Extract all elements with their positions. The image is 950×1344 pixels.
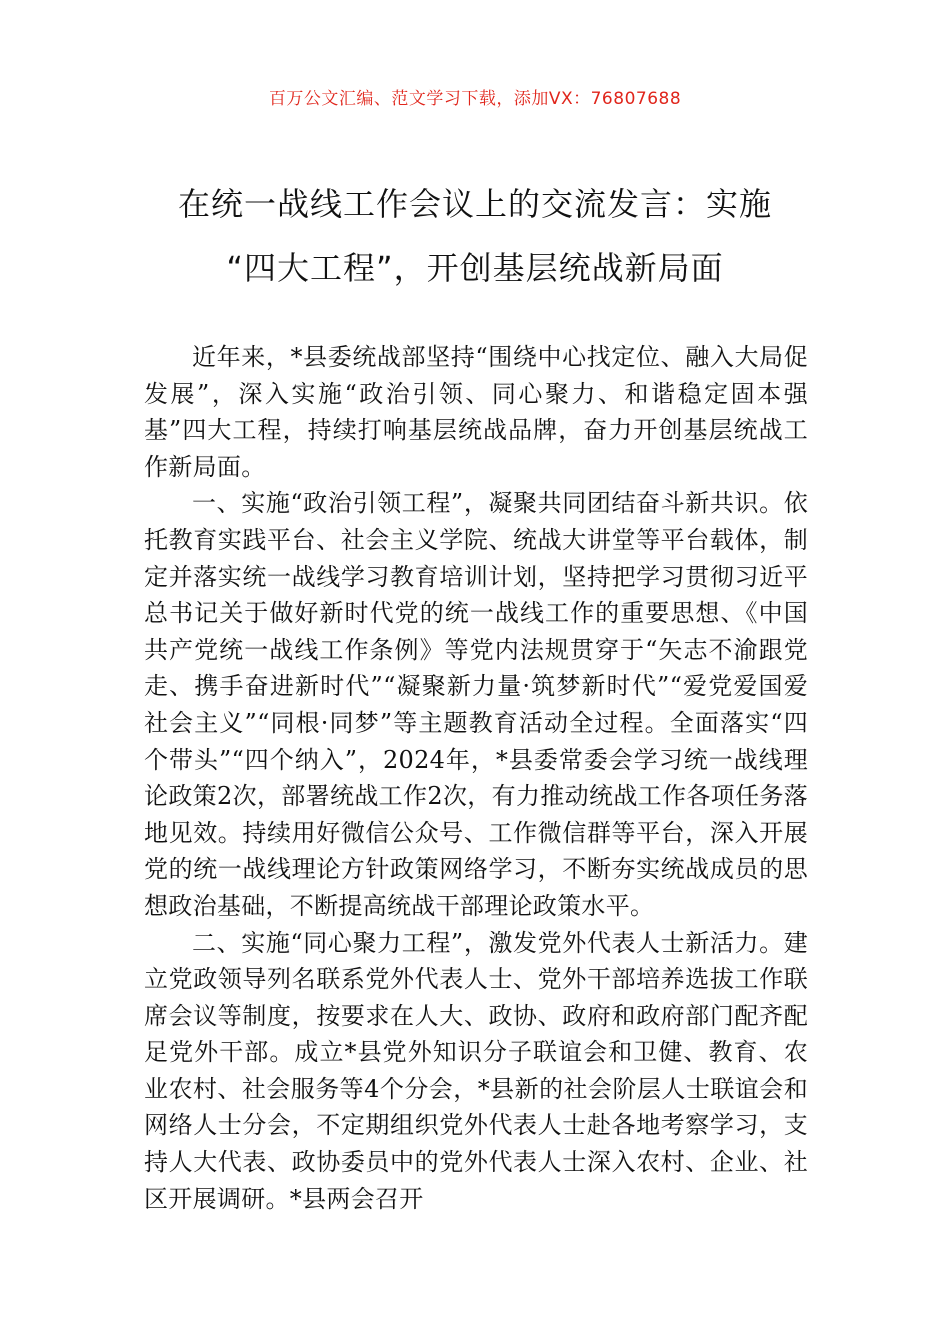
document-title: [135, 172, 815, 300]
title-line-1: 在统一战线工作会议上的交流发言：实施: [177, 185, 772, 223]
paragraph-section-2: 二、实施“同心聚力工程”，激发党外代表人士新活力。建立党政领导列名联系党外代表人士、党外干部培养选拔工作联席会议等制度，按要求在人大、政协、政府和政府部门配齐配足党外干部。成立*县党外知识分子联谊会和卫健、教育、农业农村、社会服务等4个分会，*县新的社会阶层人士联谊会和网络人士分会，不定期组织党外代表人士赴各地考察学习，支持人大代表、政协委员中的党外代表人士深入农村、企业、社区开展调研。*县两会召开: [144, 928, 808, 1213]
document-body: [144, 339, 808, 1217]
paragraph-intro: 近年来，*县委统战部坚持“围绕中心找定位、融入大局促发展”，深入实施“政治引领、同心聚力、和谐稳定固本强基”四大工程，持续打响基层统战品牌，奋力开创基层统战工作新局面。: [144, 343, 808, 481]
paragraph-section-1: 一、实施“政治引领工程”，凝聚共同团结奋斗新共识。依托教育实践平台、社会主义学院、统战大讲堂等平台载体，制定并落实统一战线学习教育培训计划，坚持把学习贯彻习近平总书记关于做好新时代党的统一战线工作的重要思想、《中国共产党统一战线工作条例》等党内法规贯穿于“矢志不渝跟党走、携手奋进新时代”“凝聚新力量·筑梦新时代”“爱党爱国爱社会主义”“同根·同梦”等主题教育活动全过程。全面落实“四个带头”“四个纳入”，2024年，*县委常委会学习统一战线理论政策2次，部署统战工作2次，有力推动统战工作各项任务落地见效。持续用好微信公众号、工作微信群等平台，深入开展党的统一战线理论方针政策网络学习，不断夯实统战成员的思想政治基础，不断提高统战干部理论政策水平。: [144, 489, 808, 920]
title-line-2: “四大工程”，开创基层统战新局面: [226, 249, 724, 287]
watermark-banner: 百万公文汇编、范文学习下载，添加VX：76807688: [268, 89, 682, 109]
